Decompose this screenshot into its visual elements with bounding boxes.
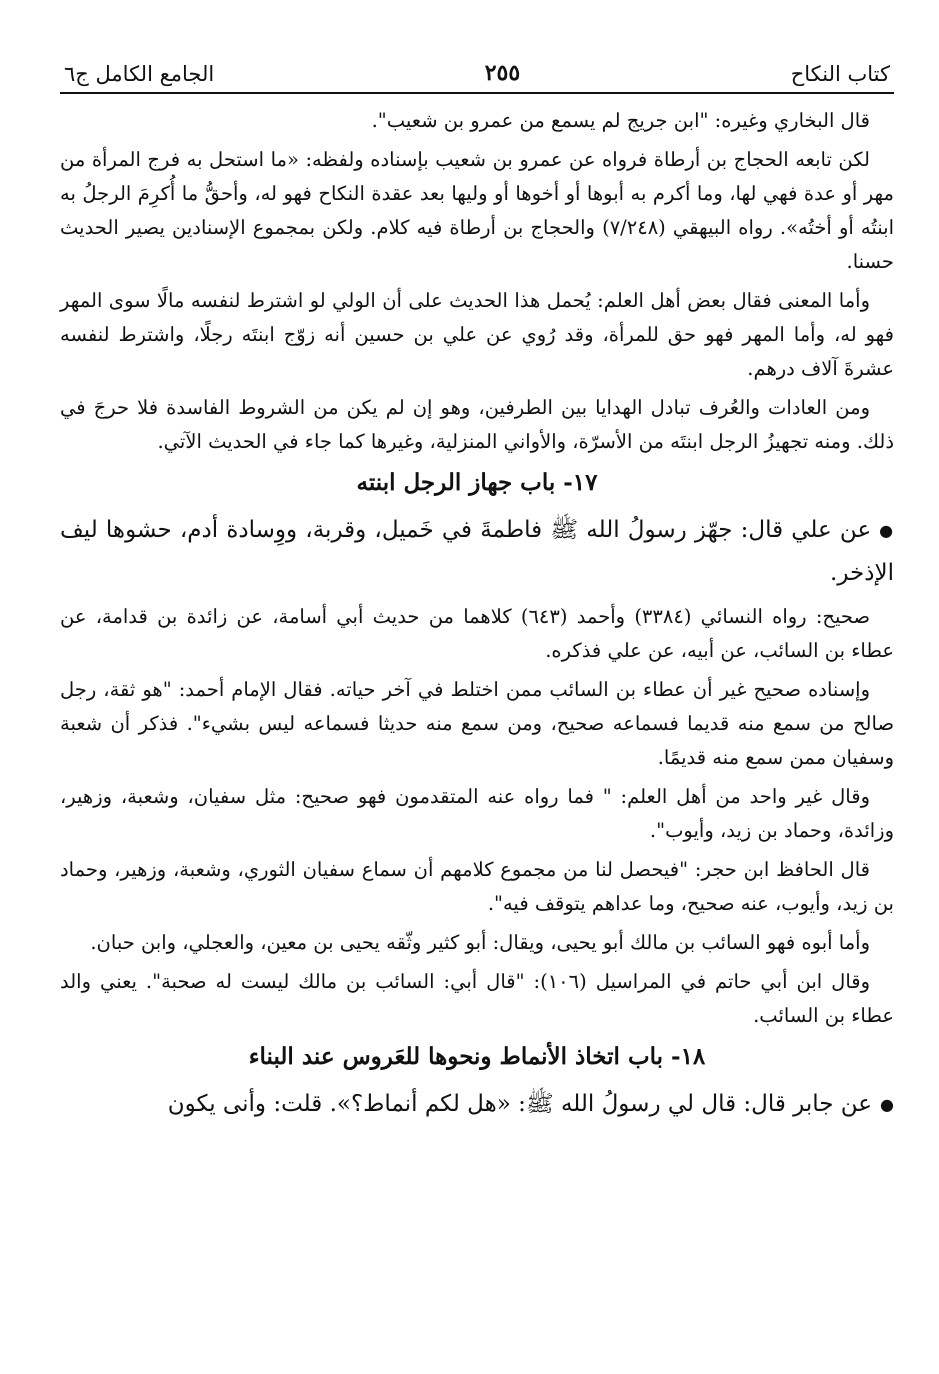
book-page <box>60 48 894 1374</box>
hadith-body: عن علي قال: جهّز رسولُ الله ﷺ فاطمةَ في خَميل، وقربة، ووِسادة أدم، حشوها ليف الإذخر. <box>60 517 894 586</box>
paragraph: لكن تابعه الحجاج بن أرطاة فرواه عن عمرو بن شعيب بإسناده ولفظه: «ما استحل به فرج المرأة من مهر أو عدة فهي لها، وما أكرم به أبوها أو أخوها أو وليها بعد عقدة النكاح فهو له، وأحقُّ ما أُكرِمَ الرجلُ به ابنتُه أو أختُه». رواه البيهقي (٧/٢٤٨) والحجاج بن أرطاة فيه كلام. ولكن بمجموع الإسنادين يصير الحديث حسنا. <box>60 148 894 273</box>
paragraph: وقال ابن أبي حاتم في المراسيل (١٠٦): "قال أبي: السائب بن مالك ليست له صحبة". يعني والد عطاء بن السائب. <box>60 970 894 1027</box>
paragraph: وأما المعنى فقال بعض أهل العلم: يُحمل هذا الحديث على أن الولي لو اشترط لنفسه مالًا سوى المهر فهو له، وأما المهر فهو حق للمرأة، وقد رُوي عن علي بن حسين أنه زوّج ابنتَه رجلًا، واشترط لنفسه عشرةَ آلاف درهم. <box>60 289 894 380</box>
page-header <box>60 48 894 94</box>
chapter-title: ١٧- باب جهاز الرجل ابنته <box>356 469 598 496</box>
bullet-icon: ● <box>880 1095 894 1114</box>
hadith-body: عن جابر قال: قال لي رسولُ الله ﷺ: «هل لكم أنماط؟». قلت: وأنى يكون <box>167 1091 873 1117</box>
bullet-icon: ● <box>879 521 894 540</box>
paragraph: ومن العادات والعُرف تبادل الهدايا بين الطرفين، وهو إن لم يكن من الشروط الفاسدة فلا حرجَ في ذلك. ومنه تجهيزُ الرجل ابنتَه من الأسرّة، والأواني المنزلية، وغيرها كما جاء في الحديث الآتي. <box>60 396 894 453</box>
paragraph: وإسناده صحيح غير أن عطاء بن السائب ممن اختلط في آخر حياته. فقال الإمام أحمد: "هو ثقة، رجل صالح من سمع منه قديما فسماعه صحيح، ومن سمع منه حديثا فسماعه ليس بشيء". فذكر أن شعبة وسفيان ممن سمع منه قديمًا. <box>60 678 894 769</box>
hadith-text <box>60 1083 894 1126</box>
hadith-text <box>60 509 894 594</box>
paragraph: قال الحافظ ابن حجر: "فيحصل لنا من مجموع كلامهم أن سماع سفيان الثوري، وشعبة، وزهير، وحماد بن زيد، وأيوب، عنه صحيح، وما عداهم يتوقف فيه". <box>60 858 894 915</box>
paragraph: وقال غير واحد من أهل العلم: " فما رواه عنه المتقدمون فهو صحيح: مثل سفيان، وشعبة، وزهير، وزائدة، وحماد بن زيد، وأيوب". <box>60 785 894 842</box>
page-body <box>60 94 894 1126</box>
header-book-title: كتاب النكاح <box>790 62 890 86</box>
paragraph: صحيح: رواه النسائي (٣٣٨٤) وأحمد (٦٤٣) كلاهما من حديث أبي أسامة، عن زائدة بن قدامة، عن عطاء بن السائب، عن أبيه، عن علي فذكره. <box>60 605 894 662</box>
paragraph: قال البخاري وغيره: "ابن جريج لم يسمع من عمرو بن شعيب". <box>371 109 870 132</box>
page-number: ٢٥٥ <box>484 60 521 86</box>
paragraph: وأما أبوه فهو السائب بن مالك أبو يحيى، ويقال: أبو كثير وثّقه يحيى بن معين، والعجلي، وابن حبان. <box>90 931 870 954</box>
header-volume-title: الجامع الكامل ج٦ <box>64 62 215 86</box>
chapter-title: ١٨- باب اتخاذ الأنماط ونحوها للعَروس عند البناء <box>248 1043 706 1070</box>
